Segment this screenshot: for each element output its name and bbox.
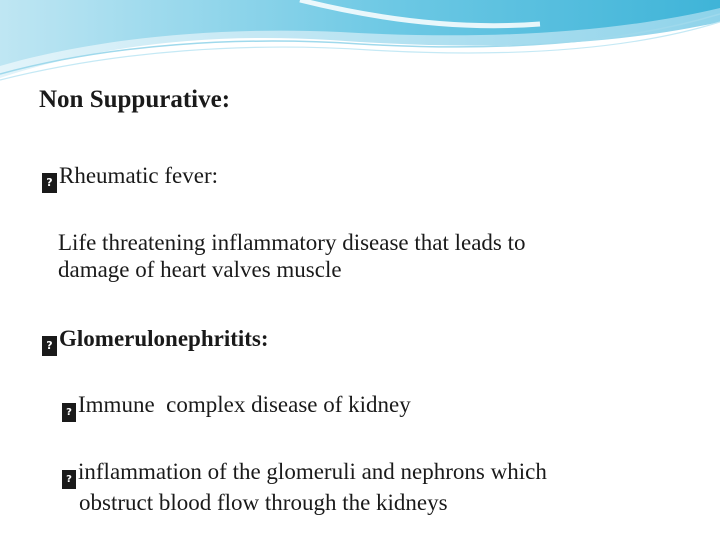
rheumatic-fever-description	[58, 229, 658, 283]
sub-bullet-icon: ?	[62, 403, 76, 422]
slide-title: Non Suppurative:	[39, 86, 231, 113]
description-line: damage of heart valves muscle	[58, 257, 342, 282]
sub-bullet-text: Immune complex disease of kidney	[78, 392, 411, 417]
bullet-rheumatic-fever	[42, 163, 218, 193]
bullet-icon: ?	[42, 336, 57, 356]
bullet-glomerulonephritis	[42, 326, 269, 356]
bullet-icon: ?	[42, 173, 57, 193]
header-wave-decoration	[0, 0, 720, 90]
sub-bullet-text: inflammation of the glomeruli and nephrons which	[78, 459, 547, 484]
bullet-heading: Glomerulonephritits:	[59, 326, 269, 351]
bullet-heading: Rheumatic fever:	[59, 163, 219, 188]
sub-bullet-immune-complex	[62, 392, 411, 422]
sub-bullet-inflammation	[62, 458, 547, 517]
description-line: Life threatening inflammatory disease that leads to	[58, 230, 526, 255]
sub-bullet-text-continued: obstruct blood flow through the kidneys	[79, 490, 448, 515]
sub-bullet-icon: ?	[62, 470, 76, 489]
